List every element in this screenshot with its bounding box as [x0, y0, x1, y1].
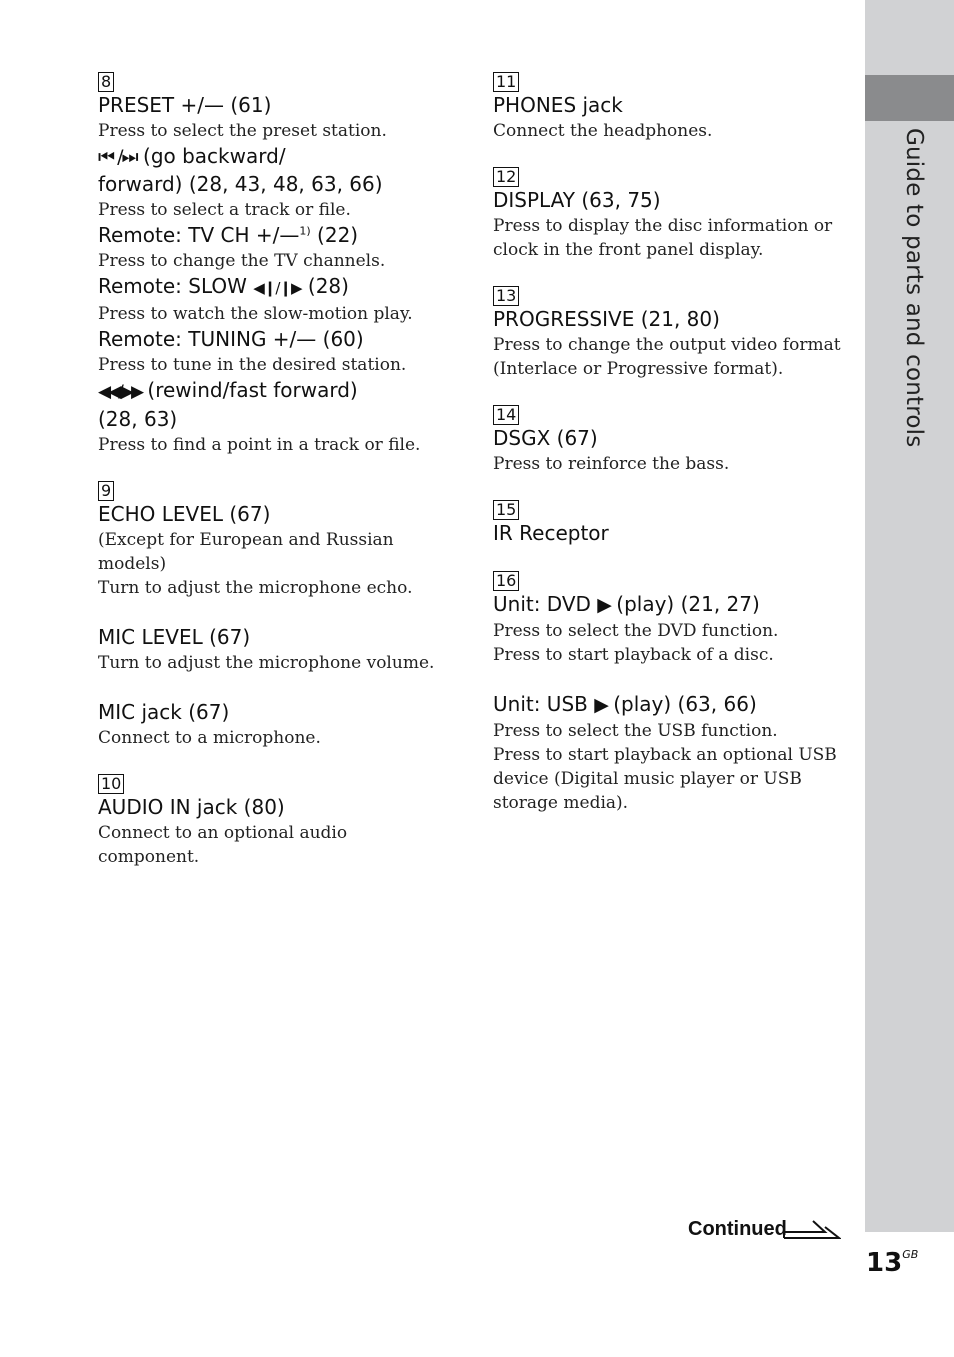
item-number-15: 15: [493, 500, 519, 520]
section-tab-marker: [865, 75, 954, 121]
page-number: $13^{GB}$: [866, 1248, 919, 1278]
item-number-10: 10: [98, 774, 124, 794]
unit-dvd-heading: Unit: DVD ▶ (play) (21, 27): [493, 592, 760, 616]
rewind-fast-forward-icon: ◀◀/▶▶: [98, 382, 142, 402]
rewind-ff-heading-line2: (28, 63): [98, 407, 178, 431]
audio-in-heading: AUDIO IN jack (80): [98, 795, 285, 819]
preset-heading: PRESET +/— (61): [98, 93, 272, 117]
display-description: Press to display the disc information or clock in the front panel display.: [493, 216, 833, 260]
mic-jack-description: Connect to a microphone.: [98, 728, 321, 748]
footnote-marker: 1): [299, 224, 311, 238]
item-number-14: 14: [493, 405, 519, 425]
item-number-8: 8: [98, 72, 114, 92]
slow-heading: Remote: SLOW ◀❙/❙▶ (28): [98, 274, 349, 298]
mic-jack-heading: MIC jack (67): [98, 700, 230, 724]
left-column: [98, 72, 448, 869]
skip-back-forward-icon: ⏮ /⏭: [98, 146, 137, 168]
continued-arrow-icon: [783, 1218, 841, 1242]
echo-level-heading: ECHO LEVEL (67): [98, 502, 271, 526]
play-icon: ▶: [597, 594, 610, 616]
dsgx-heading: DSGX (67): [493, 426, 598, 450]
item-number-16: 16: [493, 571, 519, 591]
rewind-ff-heading: ◀◀/▶▶ (rewind/fast forward): [98, 378, 358, 402]
phones-jack-description: Connect the headphones.: [493, 121, 713, 141]
mic-level-description: Turn to adjust the microphone volume.: [98, 653, 435, 673]
progressive-description: Press to change the output video format (Interlace or Progressive format).: [493, 335, 841, 379]
unit-usb-description: Press to select the USB function. Press to start playback an optional USB device (Digital music player or USB storage media).: [493, 721, 837, 813]
page-suffix: GB: [902, 1248, 919, 1261]
ir-receptor-heading: IR Receptor: [493, 521, 609, 545]
slow-description: Press to watch the slow-motion play.: [98, 304, 413, 324]
dsgx-description: Press to reinforce the bass.: [493, 454, 730, 474]
item-number-13: 13: [493, 286, 519, 306]
skip-heading-line2: forward) (28, 43, 48, 63, 66): [98, 172, 383, 196]
unit-usb-heading: Unit: USB ▶ (play) (63, 66): [493, 692, 757, 716]
phones-jack-heading: PHONES jack: [493, 93, 623, 117]
slow-motion-icon: ◀❙/❙▶: [253, 279, 302, 297]
audio-in-description: Connect to an optional audio component.: [98, 823, 348, 867]
continued-label: Continued: [688, 1218, 787, 1240]
skip-description: Press to select a track or file.: [98, 200, 351, 220]
preset-description: Press to select the preset station.: [98, 121, 387, 141]
tuning-heading: Remote: TUNING +/— (60): [98, 327, 364, 351]
unit-dvd-description: Press to select the DVD function. Press to start playback of a disc.: [493, 621, 779, 665]
play-icon: ▶: [594, 694, 607, 716]
tuning-description: Press to tune in the desired station.: [98, 355, 407, 375]
section-title: Guide to parts and controls: [901, 128, 927, 448]
display-heading: DISPLAY (63, 75): [493, 188, 661, 212]
section-sidebar: [865, 0, 954, 1232]
item-number-12: 12: [493, 167, 519, 187]
skip-heading: ⏮ /⏭ (go backward/: [98, 144, 286, 168]
echo-level-description: (Except for European and Russian models) Turn to adjust the microphone echo.: [98, 530, 413, 598]
right-column: [493, 72, 843, 815]
progressive-heading: PROGRESSIVE (21, 80): [493, 307, 720, 331]
tv-ch-description: Press to change the TV channels.: [98, 251, 386, 271]
mic-level-heading: MIC LEVEL (67): [98, 625, 251, 649]
item-number-11: 11: [493, 72, 519, 92]
rewind-ff-description: Press to find a point in a track or file.: [98, 435, 421, 455]
tv-ch-heading: Remote: TV CH +/—$^{1)}$ (22): [98, 223, 359, 247]
item-number-9: 9: [98, 481, 114, 501]
